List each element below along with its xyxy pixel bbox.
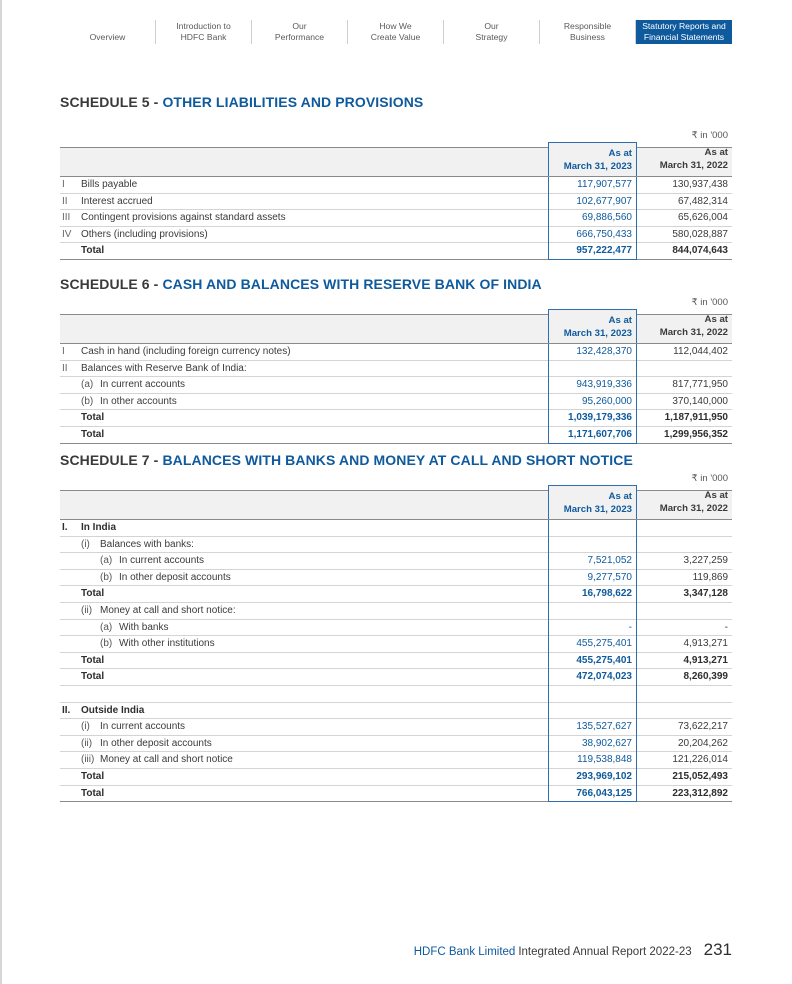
schedule-5-title: SCHEDULE 5 - OTHER LIABILITIES AND PROVISIONS [60, 94, 424, 110]
column-header-2022 [642, 315, 732, 343]
table-row [60, 227, 732, 244]
row-label: Total [81, 654, 105, 666]
row-label [81, 719, 185, 735]
column-header-2023 [548, 309, 637, 343]
table-row [60, 620, 732, 637]
header-line: March 31, 2023 [563, 161, 632, 172]
row-marker: (ii) [81, 737, 93, 749]
table-row [60, 570, 732, 587]
page-number: 231 [703, 940, 732, 959]
value-2022: 1,187,911,950 [664, 412, 728, 424]
row-text: In other deposit accounts [119, 571, 231, 583]
value-2022: 8,260,399 [683, 671, 728, 683]
row-label [100, 636, 215, 652]
table-row [60, 669, 732, 686]
schedule-number: SCHEDULE 6 [60, 276, 150, 292]
row-marker: (b) [81, 395, 94, 407]
value-2022: 65,626,004 [677, 212, 728, 224]
row-label [100, 553, 204, 569]
row-label: Outside India [81, 704, 145, 716]
table-row [60, 653, 732, 670]
row-label [81, 537, 194, 553]
unit-label: ₹ in '000 [691, 473, 728, 484]
header-line: March 31, 2022 [659, 160, 728, 171]
value-2023: 132,428,370 [548, 344, 637, 361]
value-2023: 7,521,052 [548, 553, 637, 570]
value-2023: 455,275,401 [548, 653, 637, 670]
header-line: March 31, 2023 [563, 328, 632, 339]
table-row [60, 410, 732, 427]
row-marker: (i) [81, 538, 90, 550]
row-text: Money at call and short notice [100, 754, 233, 766]
value-2022: 580,028,887 [672, 228, 728, 240]
row-numeral: II. [62, 704, 71, 716]
schedule-5-table [60, 147, 732, 260]
unit-label: ₹ in '000 [691, 297, 728, 308]
nav-tab[interactable]: Statutory Reports and Financial Statements [636, 20, 732, 44]
schedule-number: SCHEDULE 7 [60, 452, 150, 468]
nav-tab[interactable]: Introduction to HDFC Bank [156, 20, 252, 44]
row-text: In current accounts [119, 555, 205, 567]
row-label: Interest accrued [81, 195, 153, 207]
value-2023: 38,902,627 [548, 736, 637, 753]
value-2023: 1,171,607,706 [548, 427, 637, 444]
footer-report-title: Integrated Annual Report 2022-23 [518, 946, 692, 958]
table-row [60, 752, 732, 769]
value-2023: - [548, 620, 637, 637]
table-row [60, 703, 732, 720]
row-numeral: I [62, 346, 65, 357]
value-2023: 9,277,570 [548, 570, 637, 587]
row-label: Bills payable [81, 179, 138, 190]
row-label: Total [81, 428, 105, 440]
table-row [60, 553, 732, 570]
schedule-name: BALANCES WITH BANKS AND MONEY AT CALL AND SHORT NOTICE [162, 452, 633, 468]
row-label [100, 570, 231, 586]
row-label: Cash in hand (including foreign currency notes) [81, 346, 291, 357]
row-numeral: IV [62, 228, 72, 240]
row-marker: (a) [81, 379, 94, 391]
row-marker: (i) [81, 721, 90, 733]
table-header [60, 147, 732, 177]
value-2022: 73,622,217 [677, 721, 728, 733]
value-2022: 370,140,000 [672, 395, 728, 407]
row-label: Total [81, 671, 105, 683]
nav-tab[interactable]: Our Strategy [444, 20, 540, 44]
value-2023: 1,039,179,336 [548, 410, 637, 427]
table-row [60, 361, 732, 378]
row-label [81, 394, 177, 410]
row-label [81, 736, 212, 752]
nav-tab[interactable]: Our Performance [252, 20, 348, 44]
nav-tab[interactable]: How We Create Value [348, 20, 444, 44]
header-line: March 31, 2023 [563, 504, 632, 515]
value-2022: 130,937,438 [672, 179, 728, 190]
value-2023 [548, 686, 637, 703]
value-2023: 472,074,023 [548, 669, 637, 686]
row-label: Balances with Reserve Bank of India: [81, 362, 247, 374]
page-edge [0, 0, 2, 984]
value-2022: 1,299,956,352 [664, 428, 728, 440]
value-2023: 69,886,560 [548, 210, 637, 227]
schedule-6-title: SCHEDULE 6 - CASH AND BALANCES WITH RESERVE BANK OF INDIA [60, 276, 542, 292]
row-text: In current accounts [100, 721, 186, 733]
header-line: As at [704, 314, 728, 325]
row-marker: (a) [100, 555, 113, 567]
column-header-2022 [642, 148, 732, 176]
column-header-2022 [642, 491, 732, 519]
table-row [60, 394, 732, 411]
table-row [60, 636, 732, 653]
value-2022: - [724, 621, 728, 633]
header-line: March 31, 2022 [659, 327, 728, 338]
value-2022: 67,482,314 [677, 195, 728, 207]
schedule-name: CASH AND BALANCES WITH RESERVE BANK OF INDIA [162, 276, 542, 292]
row-label: Total [81, 412, 105, 424]
header-line: As at [608, 315, 632, 326]
schedule-6-table [60, 314, 732, 444]
row-text: In other accounts [100, 395, 177, 407]
table-header [60, 490, 732, 520]
row-numeral: II [62, 362, 68, 374]
row-text: In current accounts [100, 379, 186, 391]
table-row [60, 719, 732, 736]
top-navigation [60, 20, 732, 44]
column-header-2023 [548, 142, 637, 176]
row-label: In India [81, 522, 116, 533]
table-row [60, 537, 732, 554]
value-2023: 117,907,577 [548, 177, 637, 194]
row-marker: (a) [100, 621, 113, 633]
table-row [60, 686, 732, 703]
row-text: Money at call and short notice: [100, 604, 236, 616]
value-2023: 943,919,336 [548, 377, 637, 394]
row-numeral: III [62, 212, 71, 224]
value-2022: 223,312,892 [672, 787, 728, 799]
row-marker: (iii) [81, 754, 95, 766]
table-row [60, 344, 732, 361]
value-2023: 102,677,907 [548, 194, 637, 211]
value-2022: 817,771,950 [672, 379, 728, 391]
table-row [60, 586, 732, 603]
value-2023: 135,527,627 [548, 719, 637, 736]
value-2023 [548, 537, 637, 554]
header-line: As at [704, 147, 728, 158]
column-header-2023 [548, 485, 637, 519]
value-2023: 666,750,433 [548, 227, 637, 244]
table-row [60, 603, 732, 620]
value-2023: 119,538,848 [548, 752, 637, 769]
row-marker: (ii) [81, 604, 93, 616]
row-numeral: I. [62, 522, 68, 533]
value-2022: 4,913,271 [683, 654, 728, 666]
value-2022: 20,204,262 [677, 737, 728, 749]
table-row [60, 786, 732, 803]
row-text: In other deposit accounts [100, 737, 212, 749]
value-2023 [548, 361, 637, 378]
value-2022: 844,074,643 [672, 245, 728, 257]
row-text: Balances with banks: [100, 538, 194, 550]
table-row [60, 520, 732, 537]
row-label: Total [81, 245, 105, 257]
value-2022: 215,052,493 [672, 770, 728, 782]
value-2023: 293,969,102 [548, 769, 637, 786]
page-footer [414, 940, 732, 960]
value-2023 [548, 703, 637, 720]
row-marker: (b) [100, 638, 113, 650]
value-2022: 112,044,402 [673, 346, 728, 357]
value-2023: 16,798,622 [548, 586, 637, 603]
schedule-7-table [60, 490, 732, 802]
value-2022: 3,347,128 [683, 588, 728, 600]
header-line: As at [608, 491, 632, 502]
schedule-name: OTHER LIABILITIES AND PROVISIONS [162, 94, 424, 110]
value-2023: 95,260,000 [548, 394, 637, 411]
row-label [100, 620, 168, 636]
row-label: Others (including provisions) [81, 228, 208, 240]
header-line: As at [704, 490, 728, 501]
value-2023 [548, 603, 637, 620]
table-row [60, 377, 732, 394]
row-label: Total [81, 787, 105, 799]
value-2022: 119,869 [692, 571, 728, 583]
header-line: As at [608, 148, 632, 159]
table-row [60, 194, 732, 211]
table-row [60, 243, 732, 260]
header-line: March 31, 2022 [659, 503, 728, 514]
table-row [60, 427, 732, 444]
value-2023: 455,275,401 [548, 636, 637, 653]
nav-tab[interactable]: Responsible Business [540, 20, 636, 44]
footer-brand: HDFC Bank Limited [413, 946, 516, 958]
value-2022: 3,227,259 [683, 555, 728, 567]
table-row [60, 769, 732, 786]
table-row [60, 210, 732, 227]
row-text: With other institutions [119, 638, 215, 650]
value-2023 [548, 520, 637, 537]
nav-tab[interactable]: Overview [60, 20, 156, 44]
row-label [81, 603, 236, 619]
value-2022: 121,226,014 [672, 754, 728, 766]
row-label: Contingent provisions against standard assets [81, 212, 286, 224]
table-row [60, 736, 732, 753]
row-label: Total [81, 770, 105, 782]
row-marker: (b) [100, 571, 113, 583]
schedule-7-title: SCHEDULE 7 - BALANCES WITH BANKS AND MONEY AT CALL AND SHORT NOTICE [60, 452, 633, 468]
unit-label: ₹ in '000 [691, 130, 728, 141]
row-label: Total [81, 588, 105, 600]
row-numeral: I [62, 179, 65, 190]
row-text: With banks [119, 621, 169, 633]
value-2023: 766,043,125 [548, 786, 637, 803]
value-2023: 957,222,477 [548, 243, 637, 260]
table-header [60, 314, 732, 344]
value-2022: 4,913,271 [683, 638, 728, 650]
row-label [81, 377, 185, 393]
row-numeral: II [62, 195, 68, 207]
schedule-number: SCHEDULE 5 [60, 94, 150, 110]
table-row [60, 177, 732, 194]
row-label [81, 752, 233, 768]
